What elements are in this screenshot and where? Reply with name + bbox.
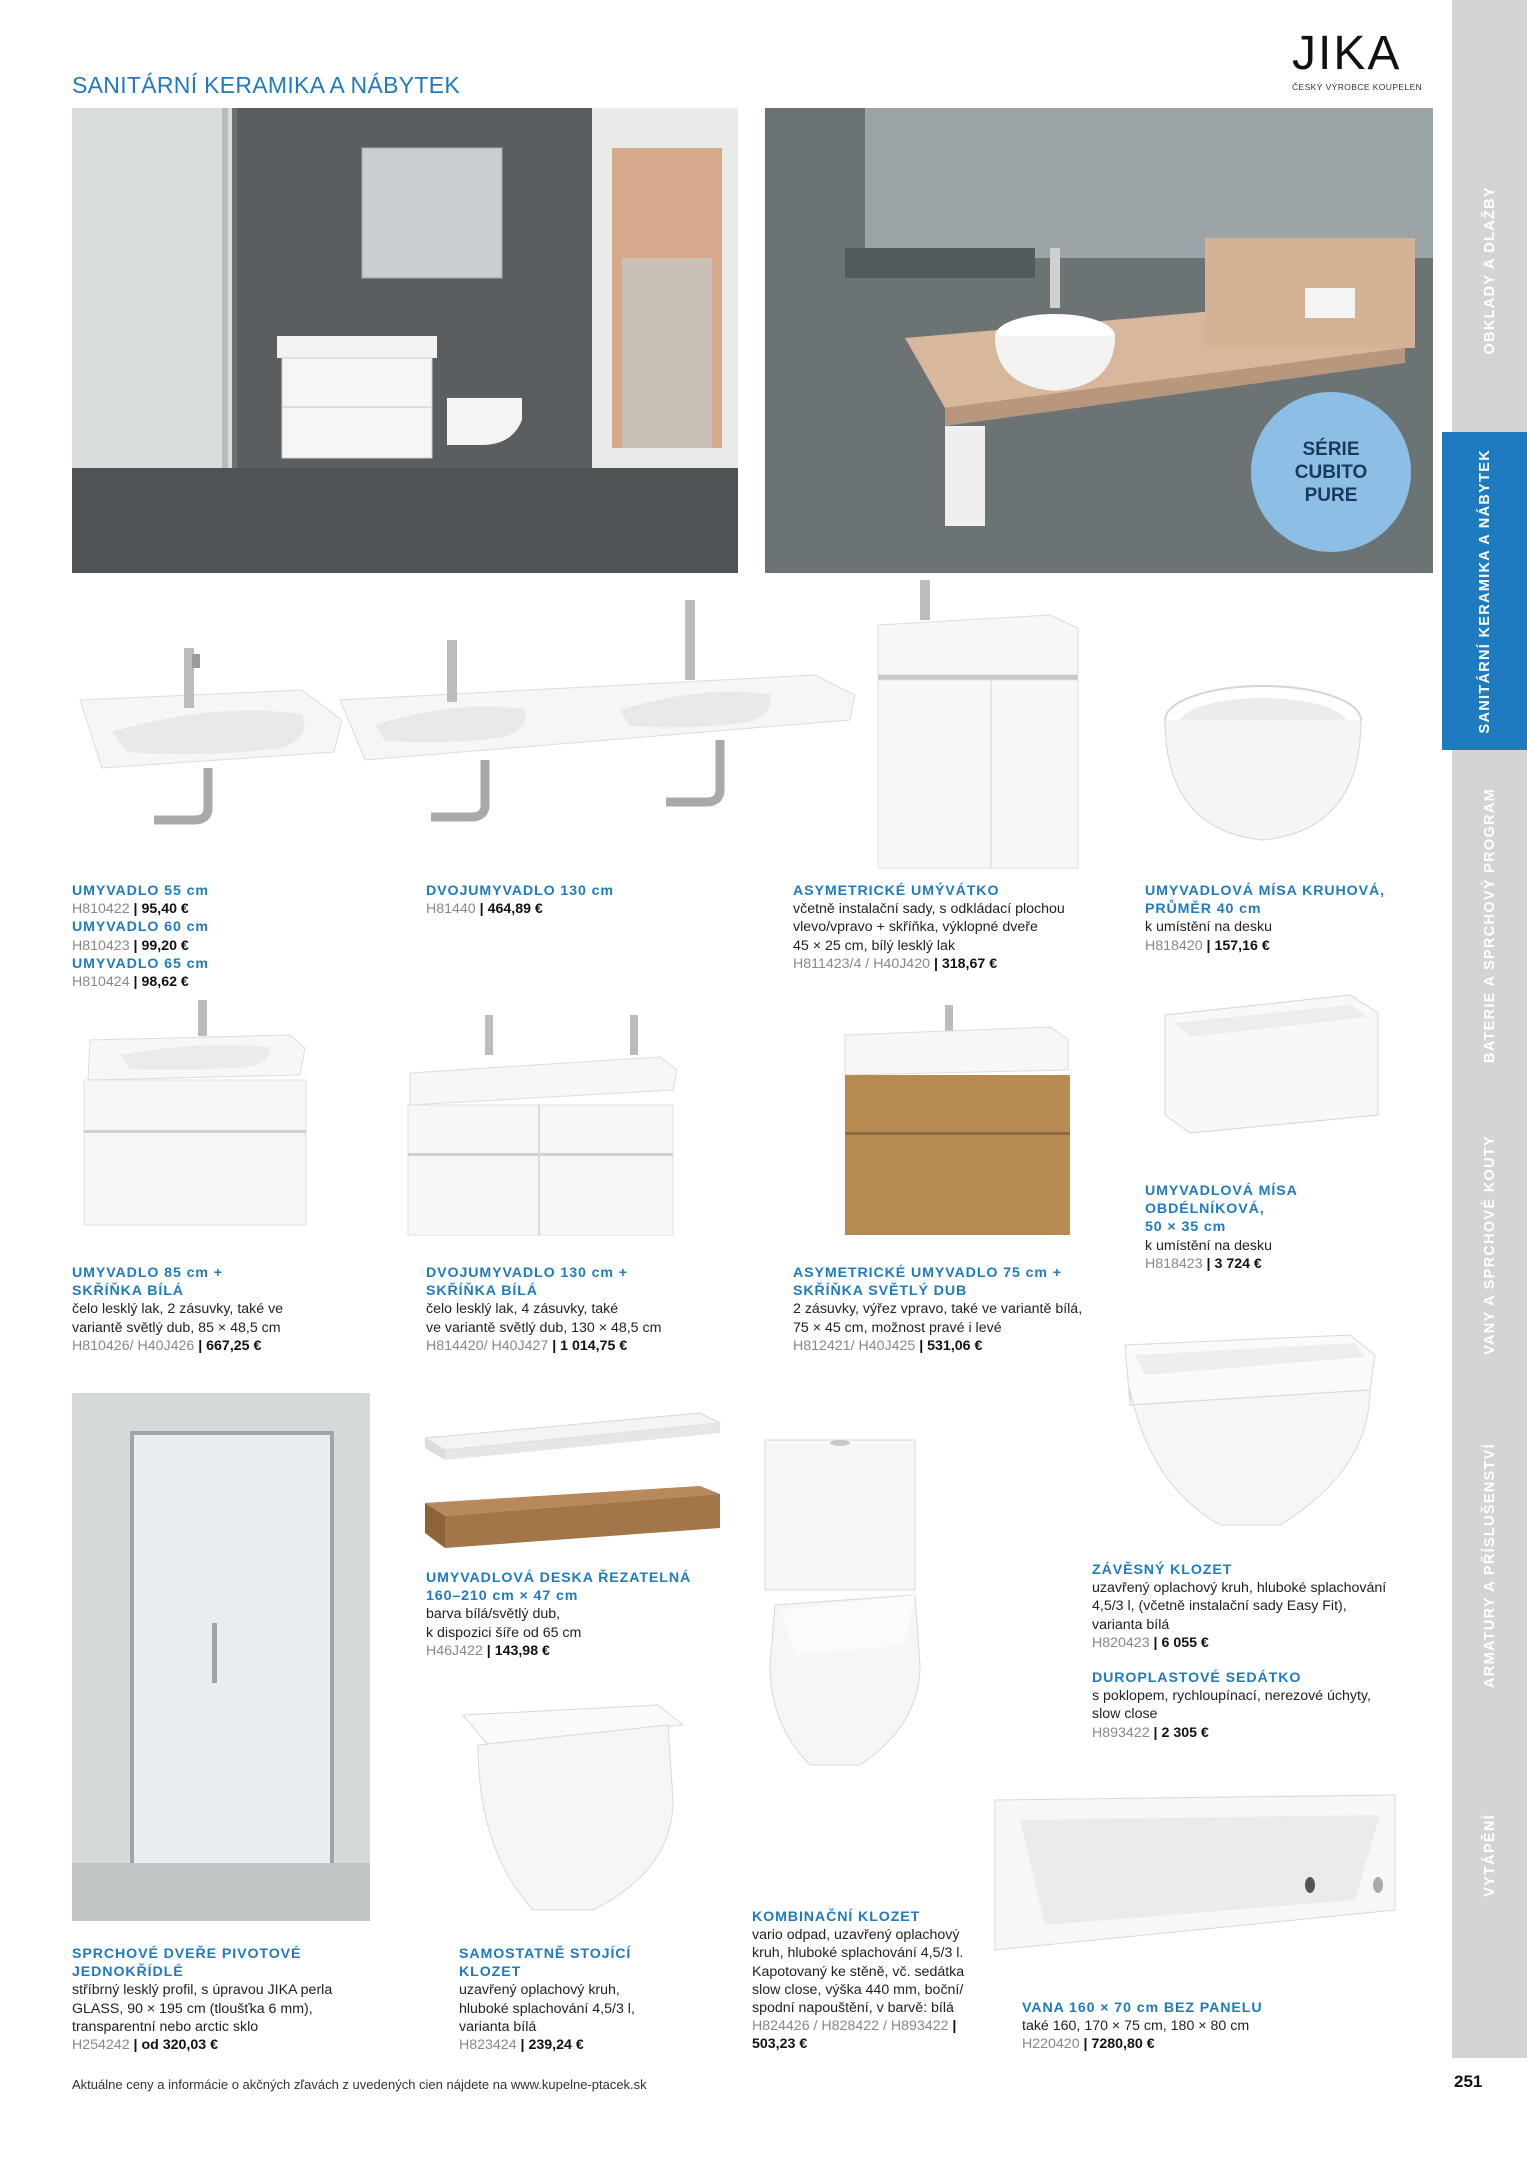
product-double-washbasin: DVOJUMYVADLO 130 cm H81440 | 464,89 € (426, 883, 614, 918)
footer-note: Aktuálne ceny a informácie o akčných zľavách z uvedených cien nájdete na www.kupelne-ptacek.sk (72, 2077, 647, 2092)
countertop-image (420, 1408, 725, 1563)
product-shower-door: SPRCHOVÉ DVEŘE PIVOTOVÉ JEDNOKŘÍDLÉ stříbrný lesklý profil, s úpravou JIKA perla GLASS, 90 × 195 cm (tloušťka 6 mm), transparentní nebo arctic sklo H254242 | od 320,03 € (72, 1946, 333, 2054)
brand-tagline: ČESKÝ VÝROBCE KOUPELEN (1292, 82, 1423, 92)
bathtub-image (990, 1790, 1400, 1955)
side-navigation (1452, 0, 1527, 2058)
asymmetric-basin-cabinet-image (870, 580, 1085, 870)
product-wall-hung-toilet: ZÁVĚSNÝ KLOZET uzavřený oplachový kruh, hluboké splachování 4,5/3 l, (včetně instalační sady Easy Fit), varianta bílá H820423 | 6 055 € (1092, 1562, 1387, 1651)
product-washbasin-85-cabinet: UMYVADLO 85 cm + SKŘÍŇKA BÍLÁ čelo lesklý lak, 2 zásuvky, také ve variantě světlý dub, 85 × 48,5 cm H810426/ H40J426 | 667,25 € (72, 1265, 284, 1354)
product-asymmetric-basin: ASYMETRICKÉ UMÝVÁTKO včetně instalační sady, s odkládací plochou vlevo/vpravo + skříňka, výklopné dveře 45 × 25 cm, bílý lesklý lak H811423/4 / H40J420 | 318,67 € (793, 883, 1065, 972)
product-standalone-toilet: SAMOSTATNĚ STOJÍCÍ KLOZET uzavřený oplachový kruh, hluboké splachování 4,5/3 l, varianta bílá H823424 | 239,24 € (459, 1946, 635, 2054)
shower-door-photo (72, 1393, 370, 1921)
standalone-toilet-image (458, 1700, 688, 1920)
product-round-bowl: UMYVADLOVÁ MÍSA KRUHOVÁ, PRŮMĚR 40 cm k umístění na desku H818420 | 157,16 € (1145, 883, 1385, 954)
tab-baterie[interactable]: BATERIE A SPRCHOVÝ PROGRAM (1481, 787, 1498, 1063)
product-toilet-seat: DUROPLASTOVÉ SEDÁTKO s poklopem, rychloupínací, nerezové úchyty, slow close H893422 | 2 305 € (1092, 1670, 1371, 1741)
wall-hung-toilet-image (1120, 1325, 1380, 1535)
tab-armatury[interactable]: ARMATURY A PŘÍSLUŠENSTVÍ (1481, 1442, 1498, 1688)
combination-toilet-image (755, 1435, 925, 1775)
page-number: 251 (1454, 2072, 1483, 2091)
product-combination-toilet: KOMBINAČNÍ KLOZET vario odpad, uzavřený oplachový kruh, hluboké splachování 4,5/3 l. Kapotovaný ke stěně, vč. sedátka slow close, výška 440 mm, boční/ spodní napouštění, v barvě: bílá H824426 / H828422 / H893422 | 503,23 € (752, 1909, 965, 2053)
tab-vytapeni[interactable]: VYTÁPĚNÍ (1481, 1813, 1498, 1897)
round-bowl-image (1158, 680, 1368, 850)
asymmetric-basin-oak-cabinet-image (840, 1005, 1075, 1240)
product-asymmetric-basin-oak: ASYMETRICKÉ UMYVADLO 75 cm + SKŘÍŇKA SVĚTLÝ DUB 2 zásuvky, výřez vpravo, také ve variantě bílá, 75 × 45 cm, možnost pravé i levé H812421/ H40J425 | 531,06 € (793, 1265, 1083, 1354)
product-rectangular-bowl: UMYVADLOVÁ MÍSA OBDÉLNÍKOVÁ, 50 × 35 cm k umístění na desku H818423 | 3 724 € (1145, 1183, 1298, 1272)
brand-name: JIKA (1292, 27, 1402, 80)
series-badge: SÉRIE CUBITO PURE (1251, 392, 1411, 552)
tab-vany[interactable]: VANY A SPRCHOVÉ KOUTY (1481, 1135, 1498, 1355)
product-countertop: UMYVADLOVÁ DESKA ŘEZATELNÁ 160–210 cm × 47 cm barva bílá/světlý dub, k dispozici šíře od 65 cm H46J422 | 143,98 € (426, 1570, 692, 1659)
product-double-washbasin-cabinet: DVOJUMYVADLO 130 cm + SKŘÍŇKA BÍLÁ čelo lesklý lak, 4 zásuvky, také ve variantě světlý dub, 130 × 48,5 cm H814420/ H40J427 | 1 014,75 € (426, 1265, 662, 1354)
tab-obklady[interactable]: OBKLADY A DLAŽBY (1481, 185, 1498, 355)
bathroom-photo-shower (72, 108, 738, 573)
rectangular-bowl-image (1160, 985, 1380, 1135)
product-bathtub: VANA 160 × 70 cm BEZ PANELU také 160, 170 × 75 cm, 180 × 80 cm H220420 | 7280,80 € (1022, 2000, 1263, 2053)
page-title: SANITÁRNÍ KERAMIKA A NÁBYTEK (72, 72, 461, 98)
washbasin-cabinet-white-image (80, 1000, 310, 1230)
product-washbasin-55-65: UMYVADLO 55 cm H810422 | 95,40 € UMYVADLO 60 cm H810423 | 99,20 € UMYVADLO 65 cm H810424 | 98,62 € (72, 883, 209, 991)
brand-logo (1292, 27, 1432, 100)
washbasin-image (72, 640, 347, 870)
double-washbasin-image (335, 600, 865, 870)
double-washbasin-cabinet-image (405, 1015, 680, 1240)
tab-sanitarni-keramika[interactable]: SANITÁRNÍ KERAMIKA A NÁBYTEK (1442, 432, 1527, 750)
